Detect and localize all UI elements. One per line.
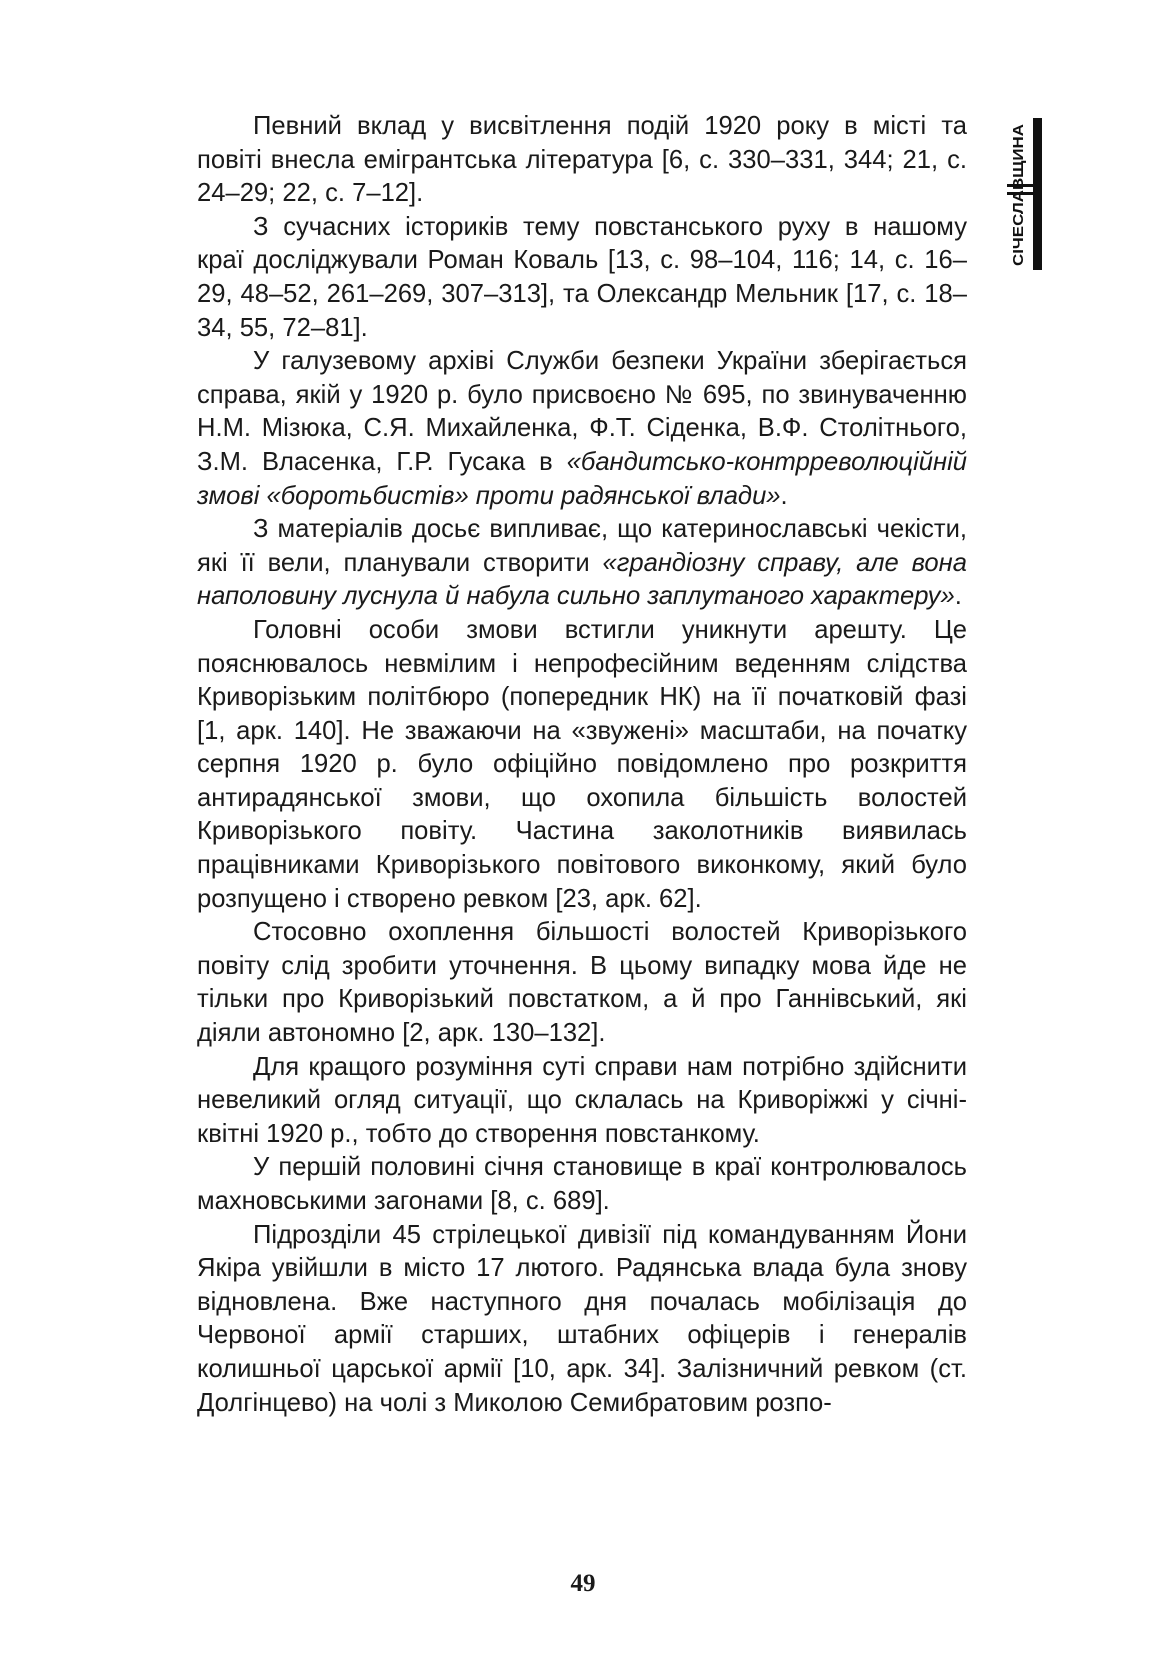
paragraph-text: Стосовно охоплення більшості волостей Криворізького повіту слід зробити уточнення. В цьому випадку мова йде не тільки про Криворізький повстатком, а й про Ганнівський, які діяли автономно [2, арк. 130–132].	[197, 918, 967, 1048]
paragraph-text: Для кращого розуміння суті справи нам потрібно здійснити невеликий огляд ситуації, що склалась на Криворіжжі у січні-квітні 1920 р., тобто до створення повстанкому.	[197, 1052, 967, 1148]
paragraph-text: Певний вклад у висвітлення подій 1920 року в місті та повіті внесла емігрантська література [6, с. 330–331, 344; 21, с. 24–29; 22, с. 7–12].	[197, 112, 967, 208]
svg-text:СІЧЕСЛАВЩИНА: СІЧЕСЛАВЩИНА	[1010, 140, 1027, 266]
paragraph	[197, 1051, 967, 1152]
paragraph-text: З сучасних істориків тему повстанського руху в нашому краї досліджували Роман Коваль [13, с. 98–104, 116; 14, с. 16–29, 48–52, 261–269, 307–313], та Олександр Мельник [17, с. 18–34, 55, 72–81].	[197, 212, 967, 342]
paragraph	[197, 211, 967, 345]
paragraph	[197, 1219, 967, 1421]
page-number: 49	[570, 1570, 596, 1597]
paragraph	[197, 1151, 967, 1218]
quoted-italic-text: «грандіозну справу, але вона наполовину луснула й набула сильно заплутаного характеру»	[197, 548, 967, 611]
paragraph-text: .	[954, 582, 962, 611]
paragraph	[197, 614, 967, 916]
quoted-italic-text: «бандитсько-контрреволюційній змові «боротьбистів» проти радянської влади»	[197, 447, 967, 510]
body-text	[197, 110, 967, 1420]
paragraph-text: Головні особи змови встигли уникнути арешту. Це пояснювалось невмілим і непрофесійним веденням слідства Криворізьким політбюро (попередник НК) на її початковій фазі [1, арк. 140]. Не зважаючи на «звужені» масштаби, на початку серпня 1920 р. було офіційно повідомлено про розкриття антирадянської змови, що охопила більшість волостей Криворізького повіту. Частина заколотників виявилась працівниками Криворізького повітового виконкому, який було розпущено і створено ревком [23, арк. 62].	[197, 615, 967, 913]
paragraph-text: Підрозділи 45 стрілецької дивізії під командуванням Йони Якіра увійшли в місто 17 лютого. Радянська влада була знову відновлена. Вже наступного дня почалась мобілізація до Червоної армії старших, штабних офіцерів і генералів колишньої царської армії [10, арк. 34]. Залізничний ревком (ст. Долгінцево) на чолі з Миколою Семибратовим розпо-	[197, 1220, 967, 1417]
paragraph	[197, 345, 967, 513]
journal-logo-icon	[1001, 118, 1043, 270]
paragraph	[197, 110, 967, 211]
paragraph-text: У галузевому архіві Служби безпеки України зберігається справа, якій у 1920 р. було присвоєно № 695, по звинуваченню Н.М. Мізюка, С.Я. Михайленка, Ф.Т. Сіденка, В.Ф. Столітнього, З.М. Власенка, Г.Р. Гусака в	[197, 347, 967, 476]
paragraph-text: .	[780, 481, 788, 510]
paragraph-text: З матеріалів досьє випливає, що катеринославські чекісти, які її вели, планували створити	[197, 515, 967, 577]
paragraph	[197, 513, 967, 614]
paragraph	[197, 916, 967, 1050]
paragraph-text: У першій половині січня становище в краї контролювалось махновськими загонами [8, с. 689].	[197, 1153, 967, 1215]
